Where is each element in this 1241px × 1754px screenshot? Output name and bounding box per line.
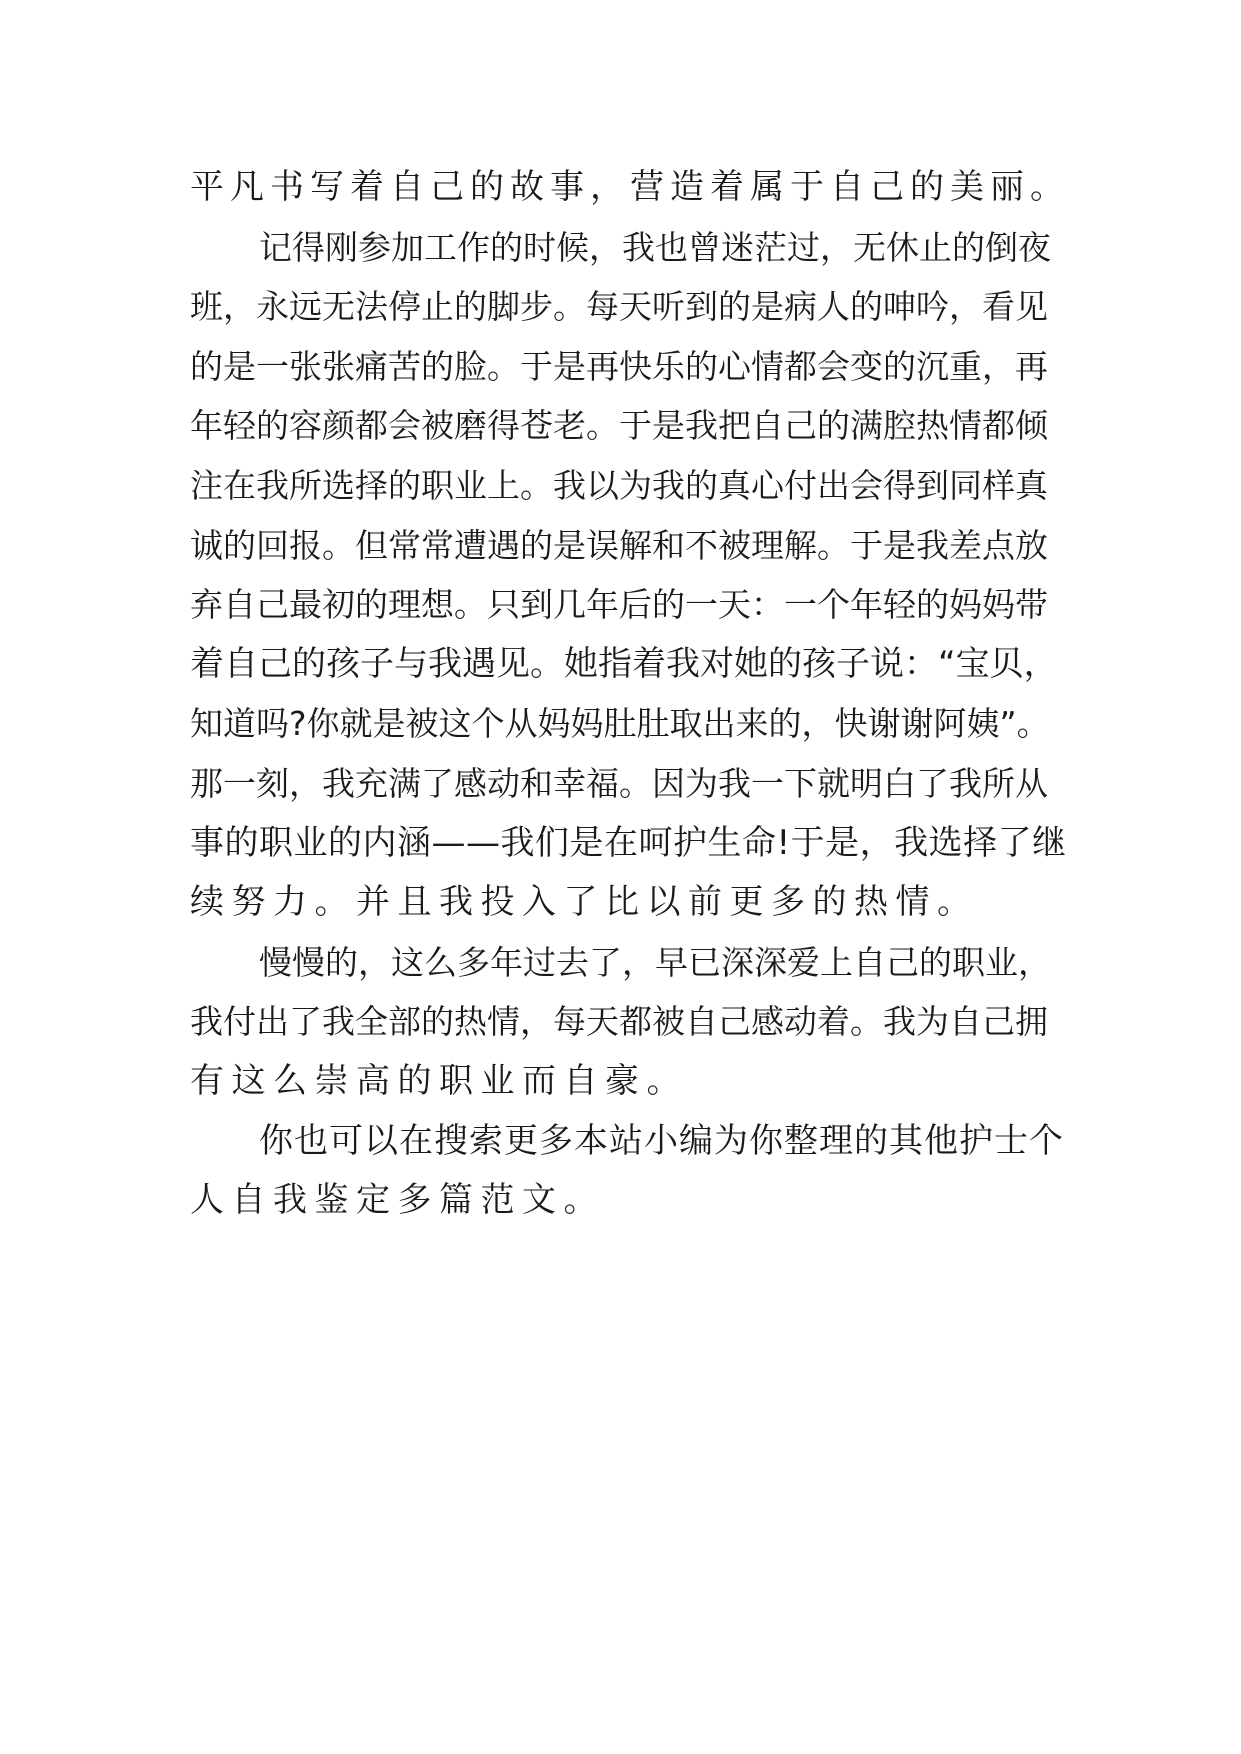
text-line: 我付出了我全部的热情，每天都被自己感动着。我为自己拥	[190, 1002, 1048, 1042]
text-line: 平凡书写着自己的故事，营造着属于自己的美丽。	[190, 167, 1070, 207]
text-line: 事的职业的内涵——我们是在呵护生命!于是，我选择了继	[190, 822, 1067, 863]
paragraph-first-line: 记得刚参加工作的时候，我也曾迷茫过，无休止的倒夜	[259, 227, 1051, 267]
text-line: 的是一张张痛苦的脸。于是再快乐的心情都会变的沉重，再	[190, 346, 1048, 386]
text-line: 着自己的孩子与我遇见。她指着我对她的孩子说：“宝贝，	[190, 643, 1058, 684]
text-line: 注在我所选择的职业上。我以为我的真心付出会得到同样真	[190, 465, 1048, 505]
text-line: 那一刻，我充满了感动和幸福。因为我一下就明白了我所从	[190, 763, 1048, 803]
paragraph-first-line: 慢慢的，这么多年过去了，早已深深爱上自己的职业，	[259, 942, 1051, 982]
paragraph-first-line: 你也可以在搜索更多本站小编为你整理的其他护士个	[259, 1120, 1064, 1161]
text-line: 人自我鉴定多篇范文。	[190, 1180, 605, 1221]
text-line: 年轻的容颜都会被磨得苍老。于是我把自己的满腔热情都倾	[190, 406, 1048, 446]
text-line: 诚的回报。但常常遭遇的是误解和不被理解。于是我差点放	[190, 525, 1048, 565]
text-line: 班，永远无法停止的脚步。每天听到的是病人的呻吟，看见	[190, 287, 1048, 327]
text-line: 有这么崇高的职业而自豪。	[190, 1060, 688, 1101]
text-line: 弃自己最初的理想。只到几年后的一天：一个年轻的妈妈带	[190, 585, 1048, 625]
text-line: 续努力。并且我投入了比以前更多的热情。	[190, 882, 979, 923]
text-line: 知道吗?你就是被这个从妈妈肚肚取出来的，快谢谢阿姨”。	[190, 704, 1050, 744]
document-body	[190, 158, 1070, 1231]
